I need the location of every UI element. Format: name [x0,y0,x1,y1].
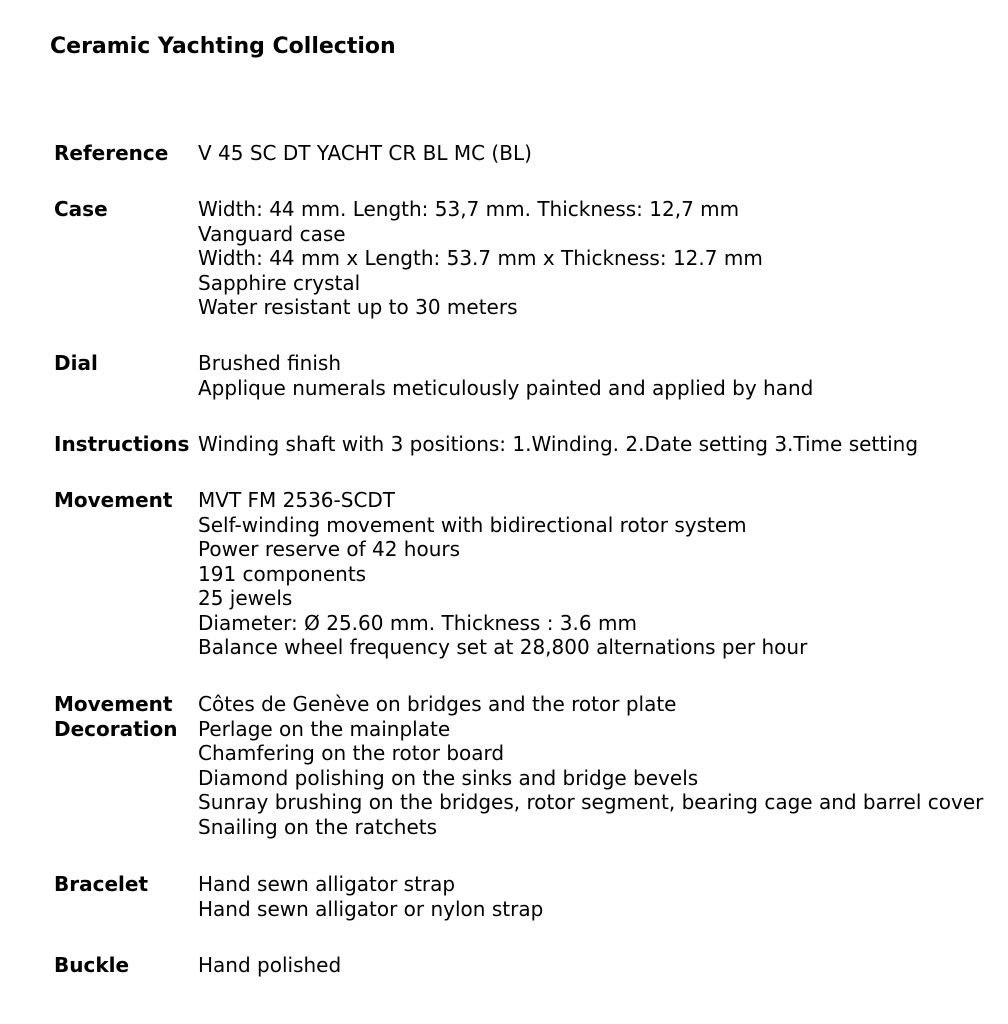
spec-line: Sapphire crystal [198,270,361,295]
spec-values [198,692,1004,839]
spec-label: Buckle [54,953,130,977]
spec-values [198,432,1004,457]
spec-line: Chamfering on the rotor board [198,741,505,765]
spec-line: Power reserve of 42 hours [198,537,461,561]
page-title: Ceramic Yachting Collection [50,34,396,59]
spec-line: 191 components [198,561,367,586]
spec-label: Movement Decoration [54,692,178,741]
spec-values [198,488,1004,660]
spec-label: Movement [54,488,173,512]
spec-line: Côtes de Genève on bridges and the rotor plate [198,692,677,716]
spec-line: Brushed finish [198,351,341,375]
spec-line: Sunray brushing on the bridges, rotor segment, bearing cage and barrel cover [198,790,984,814]
spec-line: V 45 SC DT YACHT CR BL MC (BL) [198,141,532,165]
spec-line: MVT FM 2536-SCDT [198,488,396,512]
spec-values [198,953,1004,978]
spec-values [198,141,1004,166]
spec-line: Hand sewn alligator or nylon strap [198,896,544,921]
spec-label: Reference [54,141,169,165]
spec-line: Width: 44 mm x Length: 53.7 mm x Thickness: 12.7 mm [198,246,763,270]
spec-line: Perlage on the mainplate [198,716,451,741]
spec-line: Diamond polishing on the sinks and bridge bevels [198,765,699,790]
spec-line: Water resistant up to 30 meters [198,295,518,319]
spec-line: Hand sewn alligator strap [198,872,456,896]
spec-line: Width: 44 mm. Length: 53,7 mm. Thickness: 12,7 mm [198,197,740,221]
spec-line: Self-winding movement with bidirectional rotor system [198,512,747,537]
spec-label: Bracelet [54,872,149,896]
spec-label: Dial [54,351,98,375]
spec-line: Diameter: Ø 25.60 mm. Thickness : 3.6 mm [198,610,637,635]
spec-line: Winding shaft with 3 positions: 1.Winding. 2.Date setting 3.Time setting [198,432,919,456]
spec-line: Vanguard case [198,221,346,246]
spec-line: Applique numerals meticulously painted and applied by hand [198,375,814,400]
spec-line: Balance wheel frequency set at 28,800 alternations per hour [198,635,808,659]
spec-values [198,351,1004,400]
spec-label: Case [54,197,108,221]
spec-line: 25 jewels [198,586,293,610]
spec-label: Instructions [54,432,190,456]
spec-values [198,197,1004,320]
spec-line: Snailing on the ratchets [198,814,438,839]
spec-line: Hand polished [198,953,342,977]
spec-values [198,872,1004,921]
